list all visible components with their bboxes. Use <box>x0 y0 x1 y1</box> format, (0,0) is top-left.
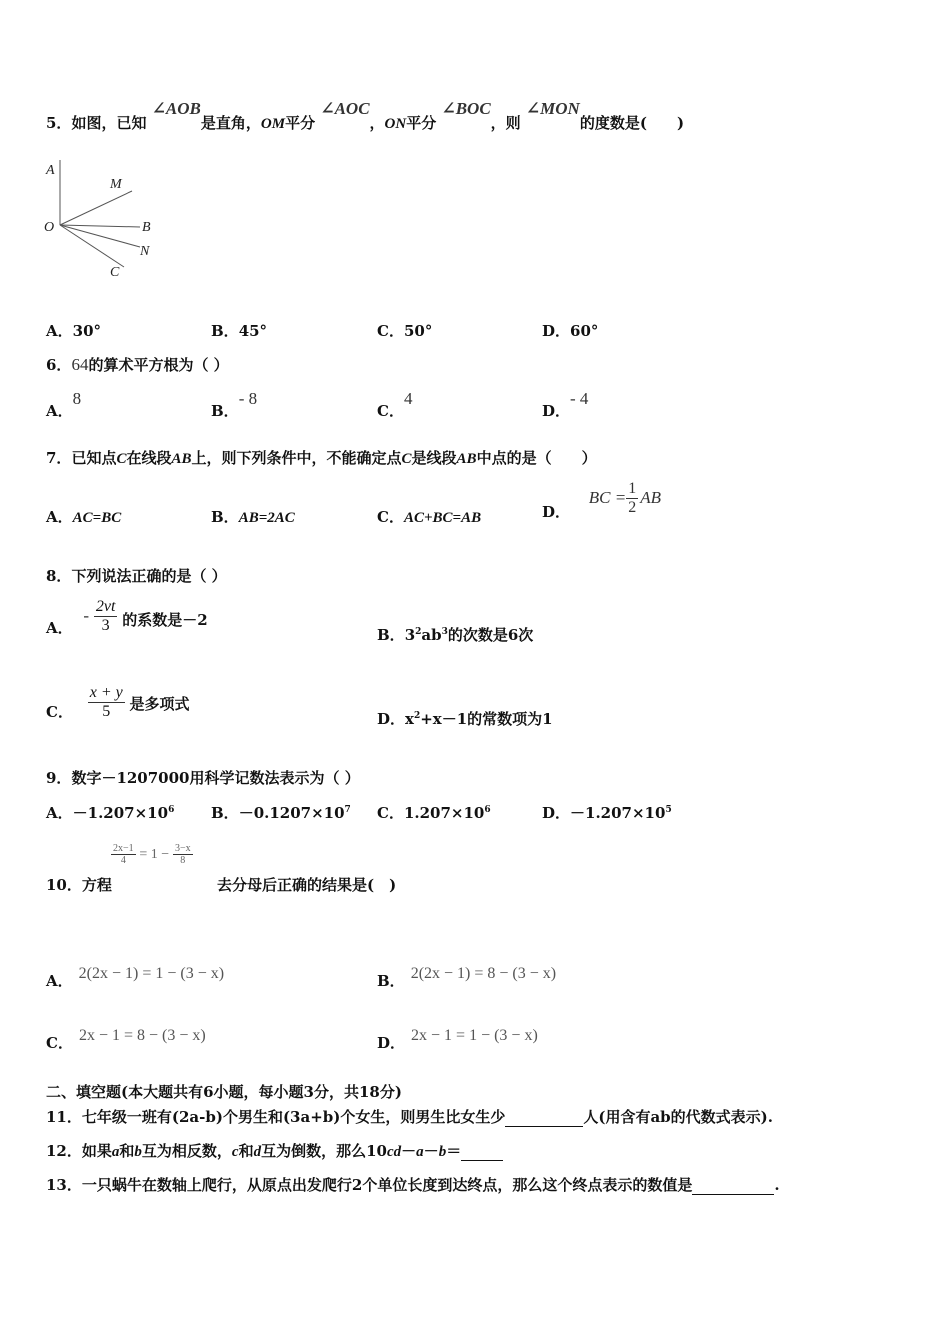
label-m: M <box>110 177 122 192</box>
q6-stem: 6．64的算术平方根为（ ） <box>46 355 229 374</box>
q11: 11．七年级一班有(2a-b)个男生和(3a+b)个女生，则男生比女生少 人(用含有ab的代数式表示). <box>46 1108 773 1126</box>
q9-stem: 9．数字－1207000用科学记数法表示为（ ） <box>46 769 360 787</box>
q10-stem: 10．方程 <box>46 876 112 894</box>
label-c: C <box>110 265 120 280</box>
q6-option-b: B．- 8 <box>211 389 258 420</box>
q9-number: 9． <box>46 769 72 787</box>
q10-stem-tail: 去分母后正确的结果是( ) <box>217 876 397 894</box>
q6-option-c: C．4 <box>377 389 413 420</box>
q13-answer-blank[interactable] <box>692 1176 774 1195</box>
angle-boc: ∠BOC <box>441 99 491 118</box>
angle-aoc: ∠AOC <box>320 99 370 118</box>
q5-option-a: A．30° <box>46 322 102 340</box>
label-b: B <box>142 220 151 235</box>
q9-option-c: C．$1.207\times 10^6$ <box>377 804 491 822</box>
q7-number: 7． <box>46 449 72 467</box>
q8-option-a: A． - $\frac{2vt}{3}$ 的系数是－2 <box>46 598 208 637</box>
q6-option-d: D．- 4 <box>542 389 589 420</box>
q13: 13．一只蜗牛在数轴上爬行，从原点出发爬行2个单位长度到达终点，那么这个终点表示的数值是 . <box>46 1176 780 1194</box>
q5-stem: 5．如图，已知 ∠AOB是直角，OM平分 ∠AOC，ON平分 ∠BOC，则 ∠MON的度数是( ) <box>46 99 685 132</box>
q10-number: 10． <box>46 876 82 894</box>
q8-option-b: B．$3^2ab^3$的次数是6次 <box>377 626 534 644</box>
q5-angle-figure <box>40 155 170 285</box>
q12: 12．如果a和b互为相反数，c和d互为倒数，那么10cd－a－b＝ <box>46 1140 503 1161</box>
q10-option-b: B． 2(2x − 1) = 8 − (3 − x) <box>377 965 557 990</box>
q6-number: 6． <box>46 356 72 374</box>
label-a: A <box>46 163 55 178</box>
section-2-title: 二、填空题(本大题共有6小题，每小题3分，共18分) <box>46 1083 402 1101</box>
ray-ob <box>60 225 140 227</box>
q8-option-d: D．$x^2+x-1$的常数项为1 <box>377 710 553 728</box>
q12-answer-blank[interactable] <box>461 1142 503 1161</box>
q7-option-c: C．AC+BC=AB <box>377 508 482 526</box>
q5-number: 5． <box>46 114 72 132</box>
angle-mon: ∠MON <box>525 99 580 118</box>
ray-om <box>60 191 132 225</box>
q10-option-a: A． 2(2x − 1) = 1 − (3 − x) <box>46 965 225 990</box>
q10-equation: $\frac{2x-1}{4}$ = 1 − $\frac{3-x}{8}$ <box>113 843 191 866</box>
q6-option-a: A．8 <box>46 389 82 420</box>
q7-option-d: D． BC = $\frac{1}{2}$ AB <box>542 480 662 521</box>
q11-answer-blank[interactable] <box>505 1108 583 1127</box>
angle-aob: ∠AOB <box>151 99 201 118</box>
q8-option-c: C． $\frac{x + y}{5}$ 是多项式 <box>46 684 190 721</box>
q5-option-d: D．60° <box>542 322 599 340</box>
q5-option-b: B．45° <box>211 322 268 340</box>
q10-option-c: C． 2x − 1 = 8 − (3 − x) <box>46 1027 206 1052</box>
q10-option-d: D． 2x − 1 = 1 − (3 − x) <box>377 1027 538 1052</box>
q8-number: 8． <box>46 567 72 585</box>
q9-option-a: A．$-1.207\times 10^6$ <box>46 804 175 822</box>
q9-option-b: B．$-0.1207\times 10^7$ <box>211 804 351 822</box>
q8-stem: 8．下列说法正确的是（ ） <box>46 567 227 585</box>
label-o: O <box>44 220 55 235</box>
q9-option-d: D．$-1.207\times 10^5$ <box>542 804 672 822</box>
q7-option-a: A．AC=BC <box>46 508 122 526</box>
q7-option-b: B．AB=2AC <box>211 508 295 526</box>
label-n: N <box>140 244 150 259</box>
ray-on <box>60 225 140 247</box>
ray-oc <box>60 225 124 267</box>
q5-option-c: C．50° <box>377 322 433 340</box>
q7-stem: 7．已知点C在线段AB上，则下列条件中，不能确定点C是线段AB中点的是（ ） <box>46 449 597 467</box>
